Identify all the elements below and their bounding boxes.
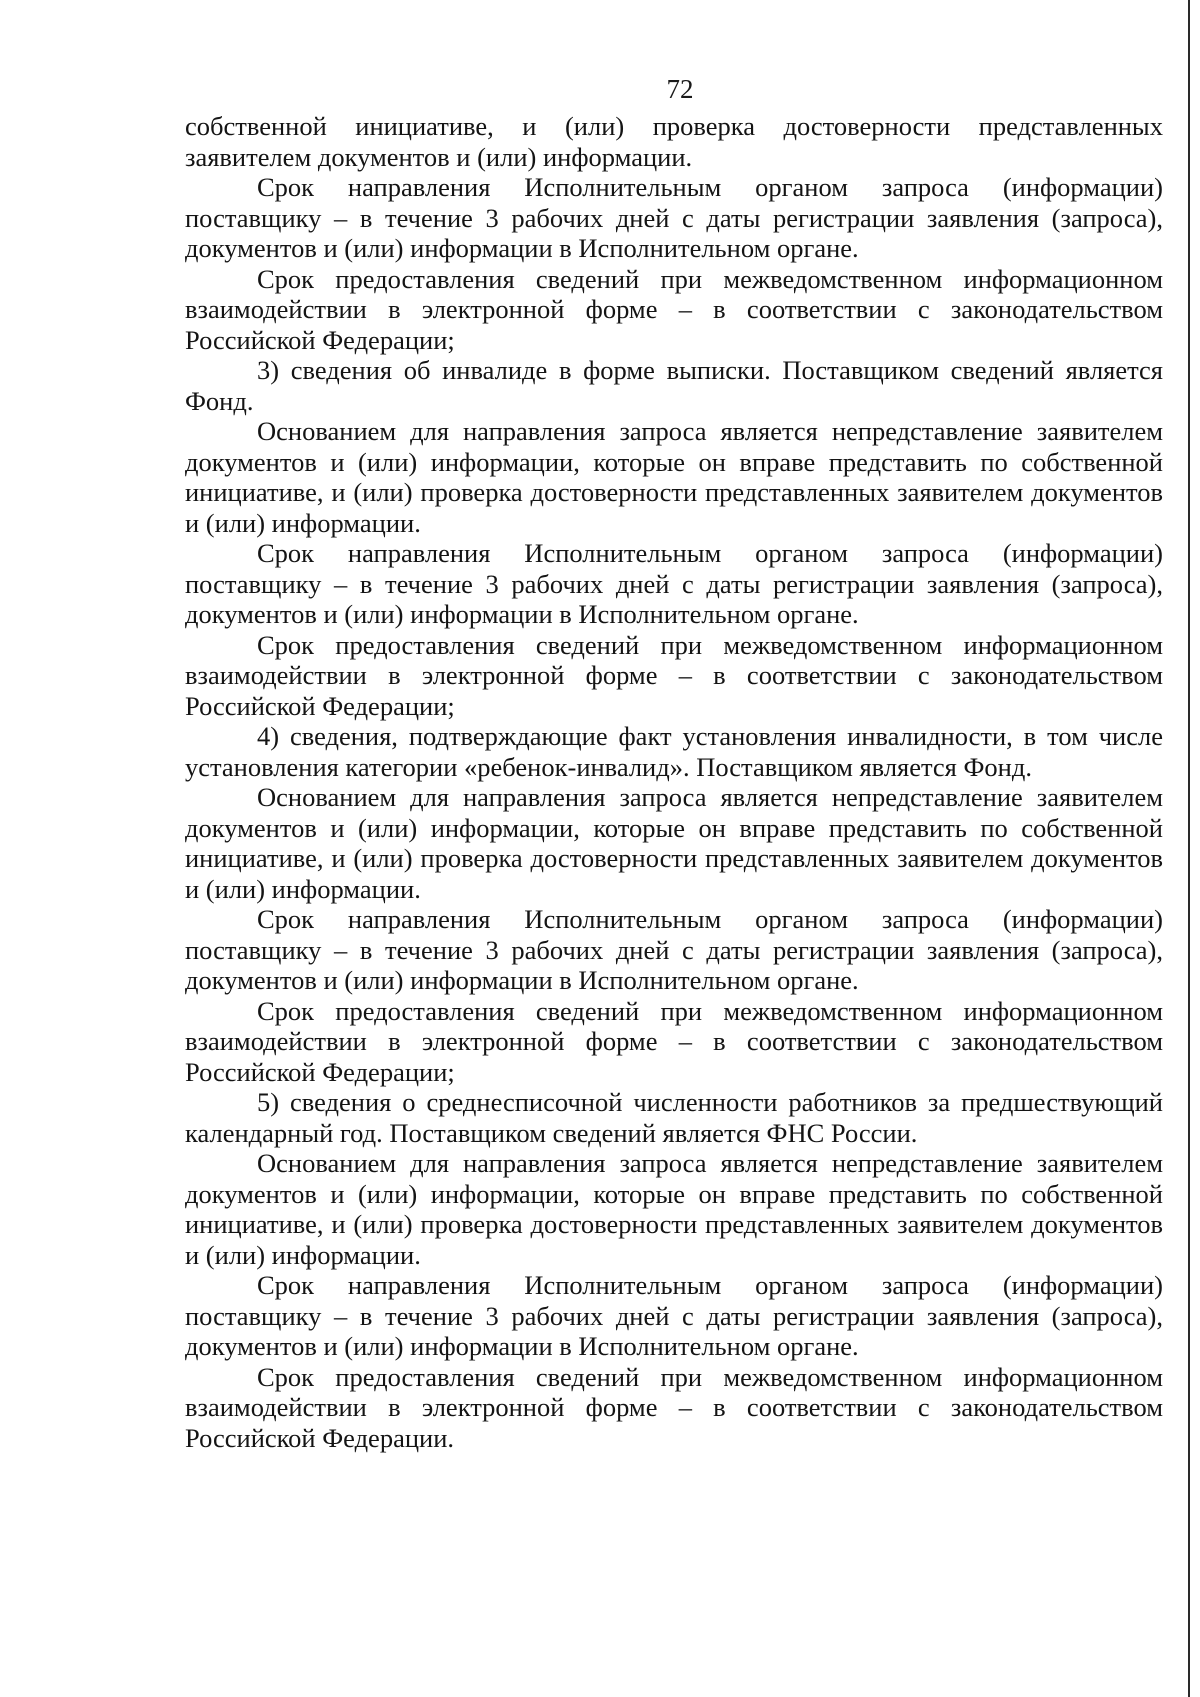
paragraph: Срок предоставления сведений при межведомственном информационном взаимодействии в электронной форме – в соответствии с законодательством Российской Федерации; [185, 263, 1163, 355]
document-body [185, 111, 1163, 1453]
paragraph: Срок предоставления сведений при межведомственном информационном взаимодействии в электронной форме – в соответствии с законодательством Российской Федерации; [185, 629, 1163, 721]
paragraph: Срок предоставления сведений при межведомственном информационном взаимодействии в электронной форме – в соответствии с законодательством Российской Федерации; [185, 995, 1163, 1087]
paragraph: Основанием для направления запроса является непредставление заявителем документов и (или) информации, которые он вправе представить по собственной инициативе, и (или) проверка достоверности представленных заявителем документов и (или) информации. [185, 416, 1163, 538]
paragraph: Срок направления Исполнительным органом запроса (информации) поставщику – в течение 3 рабочих дней с даты регистрации заявления (запроса), документов и (или) информации в Исполнительном органе. [185, 538, 1163, 629]
scan-edge-line [1188, 0, 1190, 1697]
paragraph: Срок предоставления сведений при межведомственном информационном взаимодействии в электронной форме – в соответствии с законодательством Российской Федерации. [185, 1361, 1163, 1453]
paragraph: Основанием для направления запроса является непредставление заявителем документов и (или) информации, которые он вправе представить по собственной инициативе, и (или) проверка достоверности представленных заявителем документов и (или) информации. [185, 782, 1163, 904]
list-item-paragraph: 5) сведения о среднесписочной численности работников за предшествующий календарный год. Поставщиком сведений является ФНС России. [185, 1087, 1163, 1148]
page-number: 72 [666, 74, 694, 104]
paragraph: Основанием для направления запроса является непредставление заявителем документов и (или) информации, которые он вправе представить по собственной инициативе, и (или) проверка достоверности представленных заявителем документов и (или) информации. [185, 1148, 1163, 1270]
paragraph: собственной инициативе, и (или) проверка достоверности представленных заявителем документов и (или) информации. [185, 111, 1163, 172]
list-item-paragraph: 4) сведения, подтверждающие факт установления инвалидности, в том числе установления категории «ребенок-инвалид». Поставщиком является Фонд. [185, 721, 1163, 782]
list-item-paragraph: 3) сведения об инвалиде в форме выписки. Поставщиком сведений является Фонд. [185, 355, 1163, 416]
paragraph: Срок направления Исполнительным органом запроса (информации) поставщику – в течение 3 рабочих дней с даты регистрации заявления (запроса), документов и (или) информации в Исполнительном органе. [185, 904, 1163, 995]
paragraph: Срок направления Исполнительным органом запроса (информации) поставщику – в течение 3 рабочих дней с даты регистрации заявления (запроса), документов и (или) информации в Исполнительном органе. [185, 1270, 1163, 1361]
paragraph: Срок направления Исполнительным органом запроса (информации) поставщику – в течение 3 рабочих дней с даты регистрации заявления (запроса), документов и (или) информации в Исполнительном органе. [185, 172, 1163, 263]
